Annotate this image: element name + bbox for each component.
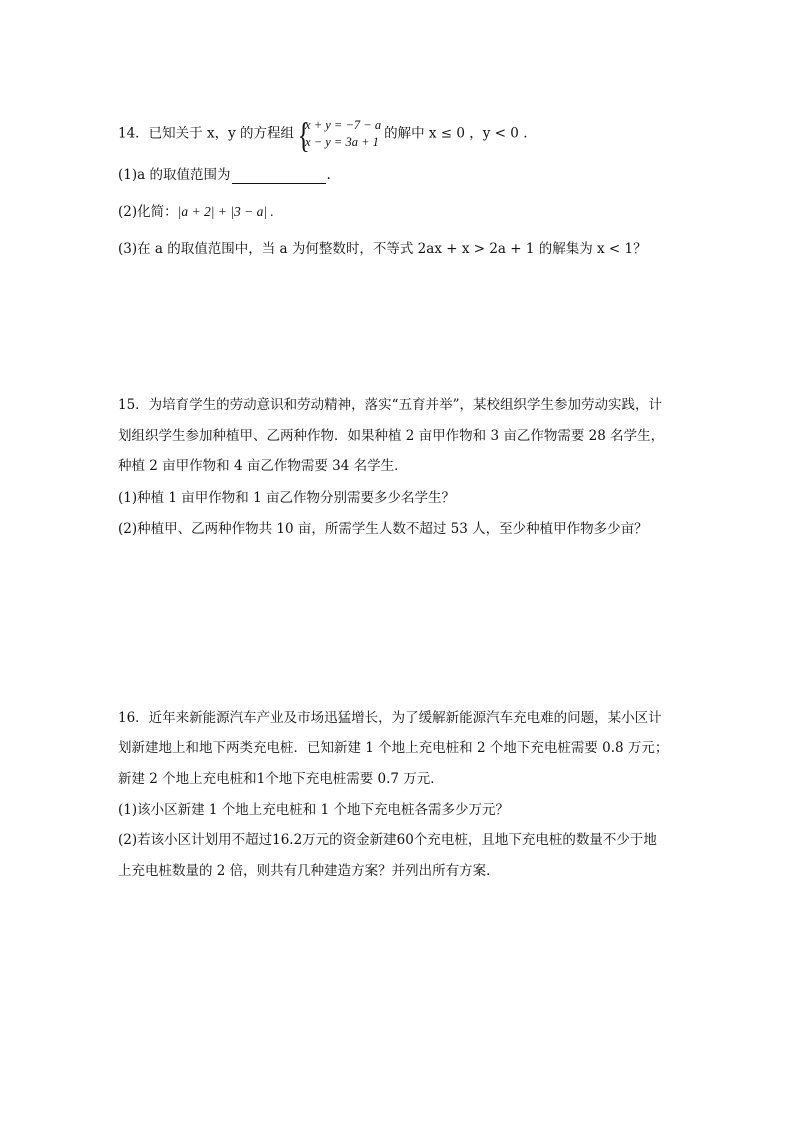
q16-line3: 新建 2 个地上充电桩和1个地下充电桩需要 0.7 万元． <box>118 771 444 787</box>
q15-line2: 划组织学生参加种植甲、乙两种作物．如果种植 2 亩甲作物和 3 亩乙作物需要 28 名学生， <box>118 428 665 444</box>
q15-part2: (2)种植甲、乙两种作物共 10 亩，所需学生人数不超过 53 人，至少种植甲作物多少亩？ <box>118 521 648 537</box>
q14-stem <box>118 115 528 155</box>
equation-1: x + y = −7 − a <box>305 118 382 132</box>
q14-part1-text: (1)a 的取值范围为 <box>118 167 231 183</box>
q16-part2-line1: (2)若该小区计划用不超过16.2万元的资金新建60个充电桩，且地下充电桩的数量不少于地 <box>118 832 657 848</box>
q15-line1: 15．为培育学生的劳动意识和劳动精神，落实“五育并举”，某校组织学生参加劳动实践，计 <box>118 397 662 413</box>
q14-part2-text: (2)化简： <box>118 204 178 220</box>
q14-condition: 的解中 x ≤ 0 ，y < 0 . <box>384 125 528 142</box>
brace-symbol: { <box>297 115 310 155</box>
answer-blank[interactable] <box>232 169 326 184</box>
q14-intro: 14．已知关于 x，y 的方程组 <box>118 125 295 142</box>
q14-part1 <box>118 166 331 184</box>
q14-part1-end: . <box>326 167 331 183</box>
q14-part2-expression: |a + 2| + |3 − a| . <box>177 204 274 219</box>
equation-system <box>296 115 382 155</box>
q16-part2-line2: 上充电桩数量的 2 倍，则共有几种建造方案？并列出所有方案． <box>118 863 500 879</box>
q16-line1: 16．近年来新能源汽车产业及市场迅猛增长，为了缓解新能源汽车充电难的问题，某小区计 <box>118 710 662 726</box>
q16-part1: (1)该小区新建 1 个地上充电桩和 1 个地下充电桩各需多少万元？ <box>118 802 509 818</box>
q15-line3: 种植 2 亩甲作物和 4 亩乙作物需要 34 名学生． <box>118 458 408 474</box>
equation-2: x − y = 3a + 1 <box>305 135 379 149</box>
q14-part3: (3)在 a 的取值范围中，当 a 为何整数时，不等式 2ax + x > 2a + 1 的解集为 x < 1？ <box>118 241 647 257</box>
q15-part1: (1)种植 1 亩甲作物和 1 亩乙作物分别需要多少名学生？ <box>118 490 455 506</box>
q14-part2 <box>118 203 274 221</box>
q16-line2: 划新建地上和地下两类充电桩．已知新建 1 个地上充电桩和 2 个地下充电桩需要 0.8 万元； <box>118 740 669 756</box>
